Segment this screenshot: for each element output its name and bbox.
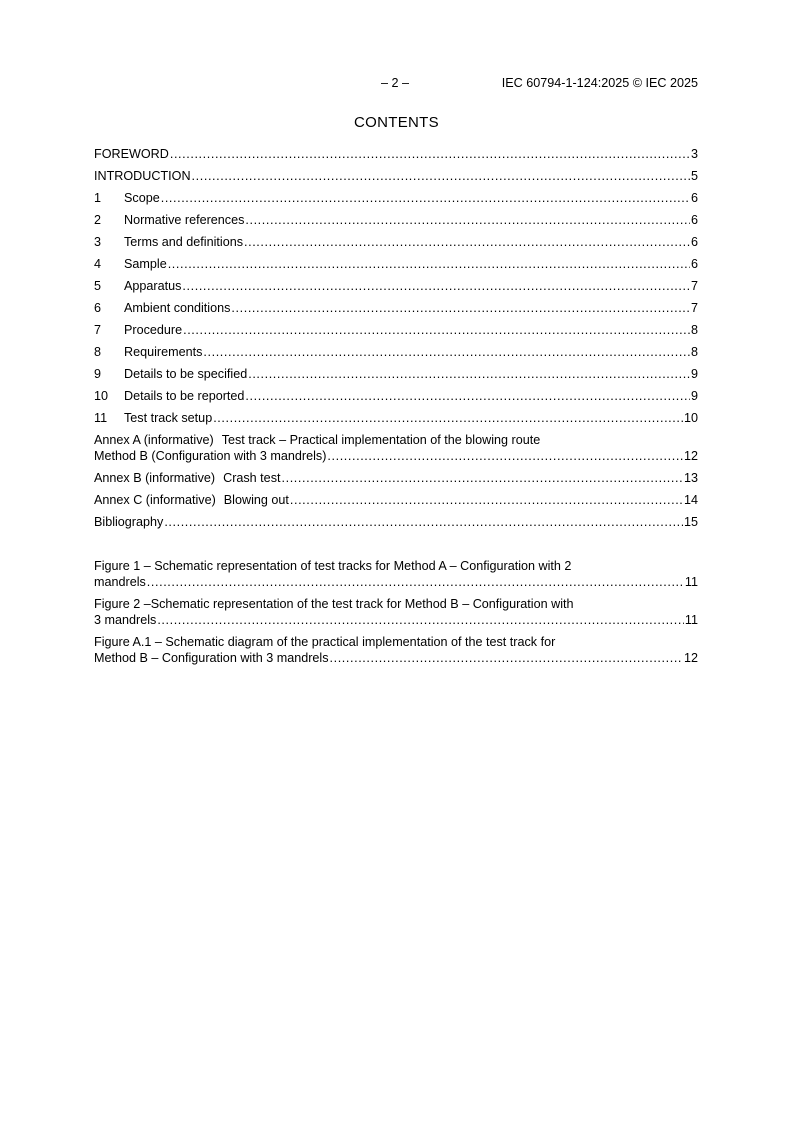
toc-entry-label: Ambient conditions (124, 301, 231, 315)
annex-head: Annex A (informative) (94, 433, 214, 447)
toc-entry-figure-2[interactable] (94, 596, 698, 634)
toc-entry-figure-a1[interactable] (94, 634, 698, 672)
dot-leader (330, 650, 683, 666)
toc-entry-page: 6 (690, 235, 698, 249)
toc-entry-page: 12 (683, 651, 698, 665)
dot-leader (203, 344, 690, 360)
figure-title-continued: Method B – Configuration with 3 mandrels (94, 651, 329, 665)
toc-entry-label: Bibliography (94, 515, 164, 529)
dot-leader (231, 300, 690, 316)
toc-entry-procedure[interactable] (94, 322, 698, 344)
toc-entry-number: 5 (94, 279, 102, 293)
toc-entry-introduction[interactable] (94, 168, 698, 190)
dot-leader (168, 256, 690, 272)
dot-leader (157, 612, 684, 628)
figure-title: Figure 1 – Schematic representation of test tracks for Method A – Configuration with 2 (94, 559, 572, 573)
toc-entry-page: 8 (690, 323, 698, 337)
toc-entry-page: 5 (690, 169, 698, 183)
dot-leader (245, 388, 690, 404)
dot-leader (327, 448, 683, 464)
toc-entry-apparatus[interactable] (94, 278, 698, 300)
toc-entry-scope[interactable] (94, 190, 698, 212)
toc-entry-label: Procedure (124, 323, 183, 337)
toc-entry-figure-1[interactable] (94, 558, 698, 596)
dot-leader (213, 410, 683, 426)
toc-entry-page: 6 (690, 191, 698, 205)
toc-entry-page: 6 (690, 257, 698, 271)
toc-entry-bibliography[interactable] (94, 514, 698, 536)
toc-entry-page: 3 (690, 147, 698, 161)
toc-entry-number: 8 (94, 345, 102, 359)
dot-leader (192, 168, 690, 184)
toc-entry-label: Test track setup (124, 411, 213, 425)
annex-head: Annex C (informative) (94, 493, 216, 507)
annex-head: Annex B (informative) (94, 471, 216, 485)
toc-entry-page: 11 (684, 613, 698, 627)
toc-entry-page: 7 (690, 301, 698, 315)
dot-leader (164, 514, 683, 530)
dot-leader (248, 366, 690, 382)
toc-entry-number: 2 (94, 213, 102, 227)
toc-entry-label: Sample (124, 257, 167, 271)
dot-leader (182, 278, 690, 294)
toc-entry-label: Normative references (124, 213, 245, 227)
toc-entry-label: Scope (124, 191, 160, 205)
toc-entry-label: FOREWORD (94, 147, 169, 161)
toc-entry-label: Terms and definitions (124, 235, 244, 249)
dot-leader (245, 212, 690, 228)
dot-leader (282, 470, 683, 486)
toc-entry-page: 9 (690, 367, 698, 381)
dot-leader (170, 146, 690, 162)
toc-entry-number: 6 (94, 301, 102, 315)
toc-entry-number: 11 (94, 411, 108, 425)
toc-entry-annex-b[interactable] (94, 470, 698, 492)
toc-entry-requirements[interactable] (94, 344, 698, 366)
figure-title: Figure 2 –Schematic representation of the test track for Method B – Configuration with (94, 597, 574, 611)
toc-entry-label: Details to be reported (124, 389, 245, 403)
toc-entry-page: 12 (683, 449, 698, 463)
toc-entry-terms-and-definitions[interactable] (94, 234, 698, 256)
toc-entry-page: 9 (690, 389, 698, 403)
toc-entry-number: 4 (94, 257, 102, 271)
toc-entry-annex-a[interactable] (94, 432, 698, 470)
dot-leader (161, 190, 690, 206)
dot-leader (290, 492, 683, 508)
figure-title-continued: 3 mandrels (94, 613, 157, 627)
toc-entry-ambient-conditions[interactable] (94, 300, 698, 322)
toc-entry-sample[interactable] (94, 256, 698, 278)
toc-entry-page: 7 (690, 279, 698, 293)
toc-entry-label: Details to be specified (124, 367, 248, 381)
toc-entry-number: 9 (94, 367, 102, 381)
annex-title-continued: Method B (Configuration with 3 mandrels) (94, 449, 327, 463)
section-spacer (94, 536, 698, 558)
dot-leader (244, 234, 690, 250)
toc-entry-details-to-be-specified[interactable] (94, 366, 698, 388)
annex-title: Test track – Practical implementation of the blowing route (221, 433, 541, 447)
figure-title-continued: mandrels (94, 575, 146, 589)
toc-entry-page: 15 (683, 515, 698, 529)
dot-leader (183, 322, 690, 338)
toc-entry-page: 6 (690, 213, 698, 227)
dot-leader (147, 574, 684, 590)
toc-entry-page: 14 (683, 493, 698, 507)
annex-title: Blowing out (223, 493, 289, 507)
toc-entry-page: 10 (683, 411, 698, 425)
toc-entry-label: Requirements (124, 345, 203, 359)
toc-entry-number: 7 (94, 323, 102, 337)
toc-entry-page: 13 (683, 471, 698, 485)
toc-entry-label: INTRODUCTION (94, 169, 191, 183)
toc-entry-foreword[interactable] (94, 146, 698, 168)
page-title: CONTENTS (354, 114, 439, 131)
toc-entry-page: 8 (690, 345, 698, 359)
toc-entry-test-track-setup[interactable] (94, 410, 698, 432)
toc-entry-number: 3 (94, 235, 102, 249)
toc-entry-page: 11 (684, 575, 698, 589)
page-number: – 2 – (381, 76, 410, 90)
toc-entry-label: Apparatus (124, 279, 182, 293)
toc-entry-number: 10 (94, 389, 109, 403)
toc-entry-number: 1 (94, 191, 102, 205)
toc-entry-details-to-be-reported[interactable] (94, 388, 698, 410)
page-header (94, 76, 698, 92)
table-of-contents (94, 146, 698, 672)
annex-title: Crash test (223, 471, 281, 485)
toc-entry-normative-references[interactable] (94, 212, 698, 234)
document-id: IEC 60794-1-124:2025 © IEC 2025 (501, 76, 698, 90)
figure-title: Figure A.1 – Schematic diagram of the practical implementation of the test track for (94, 635, 556, 649)
toc-entry-annex-c[interactable] (94, 492, 698, 514)
